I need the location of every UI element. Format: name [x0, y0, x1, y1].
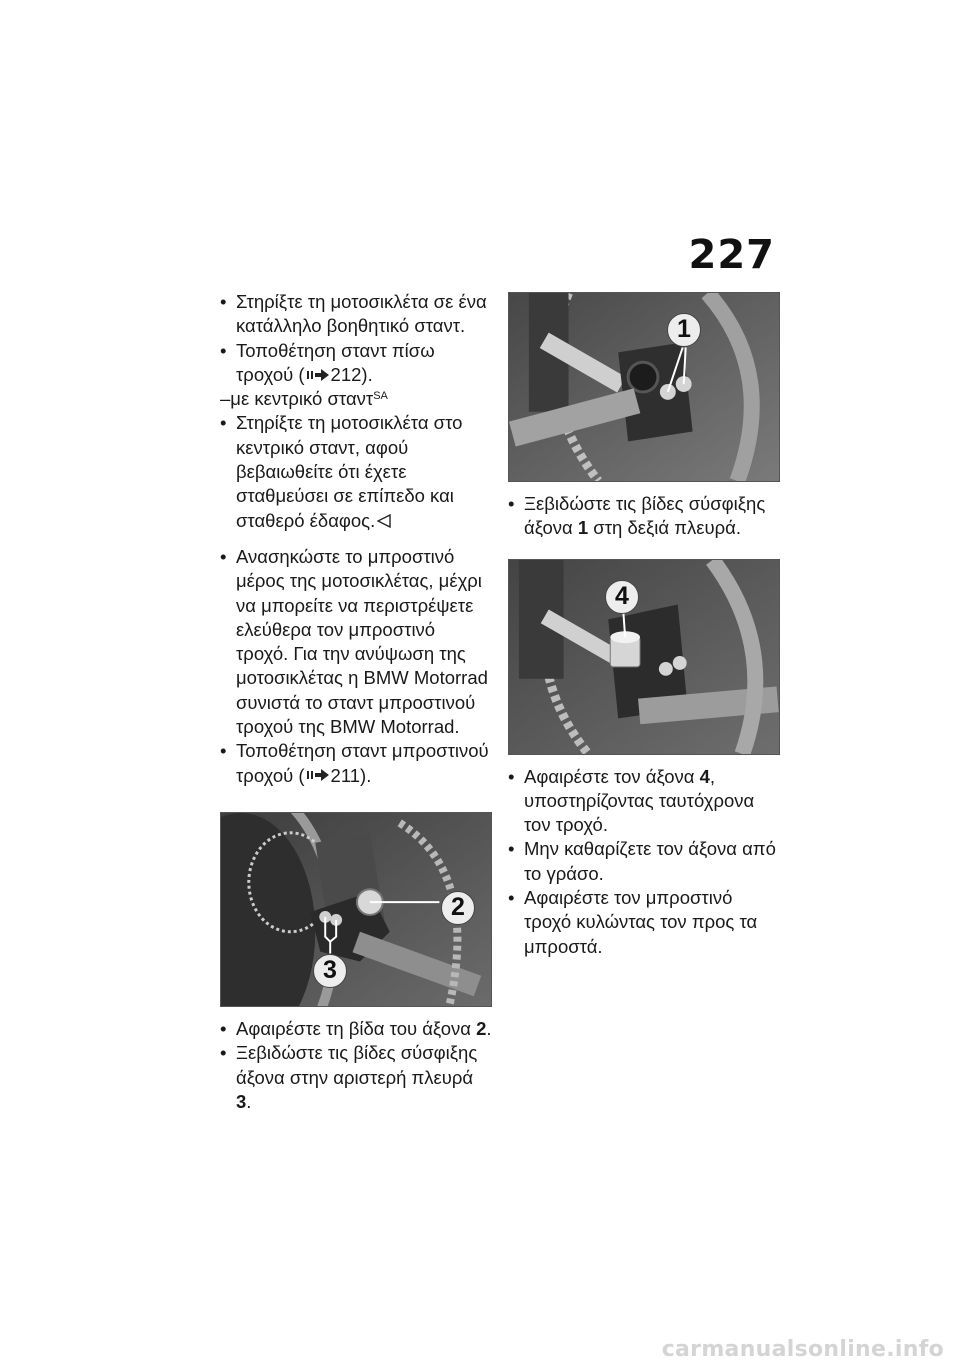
instruction-remove-axle: • Αφαιρέστε τον άξονα 4, υποστηρίζοντας ταυτόχρονα τον τροχό.	[508, 765, 780, 838]
page-number: 227	[688, 232, 775, 278]
instruction-keep-grease: • Μην καθαρίζετε τον άξονα από το γράσο.	[508, 837, 780, 886]
watermark: carmanualsonline.info	[661, 1337, 944, 1362]
callout-clamp-bolts-left: 3	[313, 954, 347, 988]
instruction-lift-front: • Ανασηκώστε το μπροστινό μέρος της μοτοσικλέτας, μέχρι να μπορείτε να περιστρέψετε ελεύθερα τον μπροστινό τροχό. Για την ανύψωση της μοτοσικλέτας η BMW Motorrad συνιστά το σταντ μπροστινού τροχού της BMW Motorrad.	[220, 545, 492, 739]
instruction-support-bike: • Στηρίξτε τη μοτοσικλέτα σε ένα κατάλληλο βοηθητικό σταντ.	[220, 290, 492, 339]
page-reference[interactable]: 211	[330, 764, 361, 786]
page-reference-arrow-icon	[307, 369, 329, 381]
instruction-remove-axle-bolt: • Αφαιρέστε τη βίδα του άξονα 2.	[220, 1017, 492, 1041]
instruction-loosen-left-clamp: • Ξεβιδώστε τις βίδες σύσφιξης άξονα στην αριστερή πλευρά 3.	[220, 1041, 492, 1114]
instruction-roll-out-wheel: • Αφαιρέστε τον μπροστινό τροχό κυλώντας τον προς τα μπροστά.	[508, 886, 780, 959]
end-of-condition-icon	[377, 514, 391, 528]
page-reference[interactable]: 212	[330, 363, 362, 385]
optional-equipment-badge: SA	[373, 390, 388, 403]
callout-axle-bolt: 2	[441, 891, 475, 925]
axle-left-side-photo	[220, 812, 492, 1007]
axle-removal-photo	[508, 559, 780, 755]
callout-axle: 4	[605, 580, 639, 614]
instruction-rear-stand: • Τοποθέτηση σταντ πίσω τροχού ( 212).	[220, 339, 492, 388]
condition-center-stand: –με κεντρικό σταντ$^{SA}$	[220, 388, 388, 410]
callout-clamp-bolts-right: 1	[667, 313, 701, 347]
instruction-center-stand: • Στηρίξτε τη μοτοσικλέτα στο κεντρικό σταντ, αφού βεβαιωθείτε ότι έχετε σταθμεύσει σε επίπεδο και σταθερό έδαφος.	[220, 411, 492, 532]
right-column	[508, 292, 780, 959]
left-column	[220, 290, 492, 1114]
page-reference-arrow-icon	[307, 769, 329, 781]
axle-right-side-photo	[508, 292, 780, 482]
instruction-loosen-right-clamp: • Ξεβιδώστε τις βίδες σύσφιξης άξονα 1 στη δεξιά πλευρά.	[508, 492, 780, 541]
instruction-front-stand: • Τοποθέτηση σταντ μπροστινού τροχού ( 211).	[220, 739, 492, 788]
